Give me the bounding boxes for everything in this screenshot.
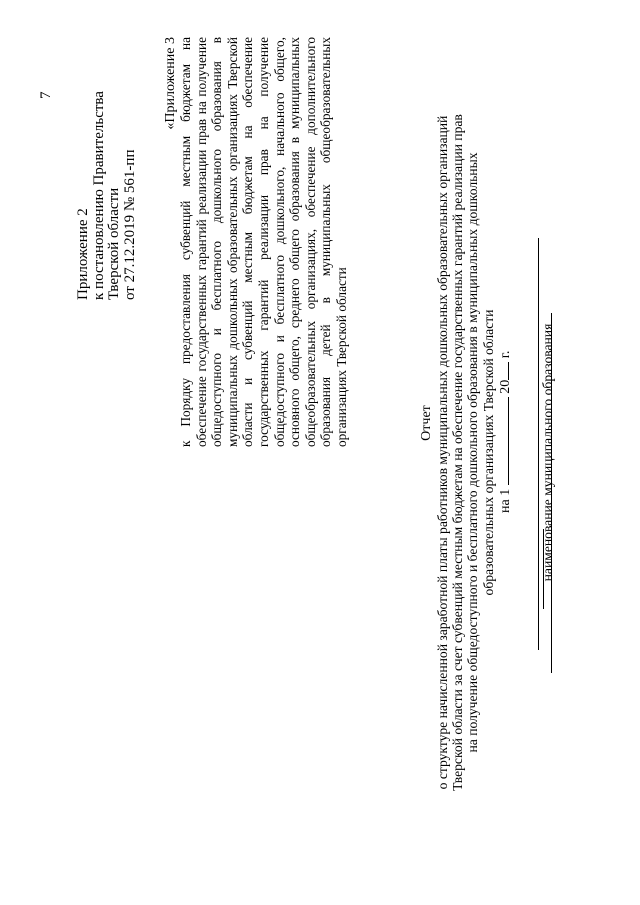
date-year-blank[interactable] xyxy=(496,362,509,380)
header-block xyxy=(76,40,138,300)
report-subtitle-line: Тверской области за счет субвенций местным бюджетам на обеспечение государственных гарантий реализации прав xyxy=(450,114,466,791)
header-line: Приложение 2 xyxy=(75,208,91,300)
report-subtitle xyxy=(435,0,496,905)
municipality-caption: наименование муниципального образования xyxy=(540,323,555,582)
date-day-month-blank[interactable] xyxy=(496,397,509,485)
report-subtitle-line: о структуре начисленной заработной платы работников муниципальных дошкольных образовательных организаций xyxy=(435,115,450,790)
report-title: Отчет xyxy=(419,405,434,441)
header-line: Тверской области xyxy=(106,187,122,300)
header-line: от 27.12.2019 № 561-пп xyxy=(121,149,138,300)
header-line: к постановлению Правительства xyxy=(90,91,107,300)
divider-long xyxy=(551,313,552,673)
appendix3-label: «Приложение 3 xyxy=(163,37,178,130)
report-subtitle-line: на получение общедоступного и бесплатного дошкольного образования в муниципальных дошкольных xyxy=(465,152,481,753)
report-date-line xyxy=(496,351,514,513)
report-subtitle-line: образовательных организациях Тверской области xyxy=(480,309,496,596)
municipality-name-line[interactable] xyxy=(538,238,539,650)
date-prefix: на 1 xyxy=(498,488,513,513)
page-number: 7 xyxy=(38,91,54,99)
date-year-prefix: 20 xyxy=(498,379,513,394)
divider-short xyxy=(543,529,544,609)
order-text: к Порядку предоставления субвенций местным бюджетам на обеспечение государственных гарантий реализации прав на получение общедоступного и бесплатного дошкольного образования в муниципальных дошкольных образовательных организациях Тверской области и субвенций местным бюджетам на обеспечение государственных гарантий реализации прав на получение общедоступного и бесплатного дошкольного, начального общего, основного общего, среднего общего образования в муниципальных общеобразовательных организациях, обеспечение дополнительного образования детей в муниципальных общеобразовательных организациях Тверской области xyxy=(178,37,349,447)
date-suffix: г. xyxy=(498,350,513,359)
